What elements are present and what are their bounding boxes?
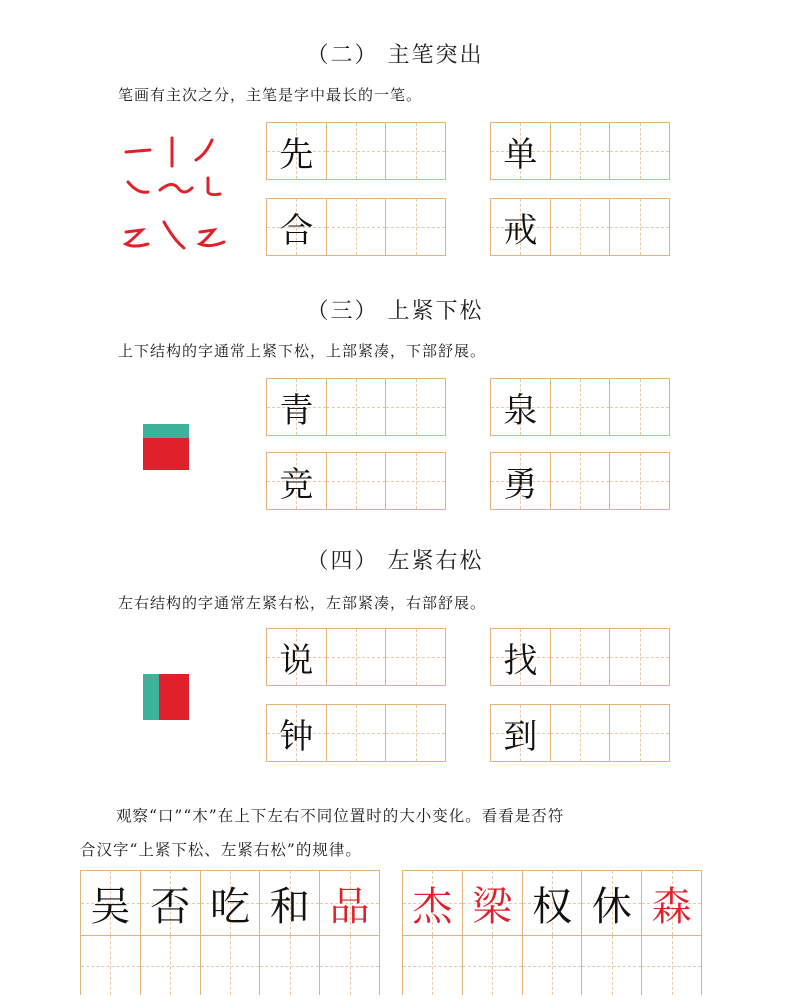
example-character: 竞 [279,464,314,505]
section-title-top-tight: （三） 上紧下松 [306,299,484,324]
example-character: 青 [279,390,314,431]
kou-character-row [80,870,380,936]
observe-line-2: 合汉字“上紧下松、左紧右松”的规律。 [80,841,362,859]
example-character: 泉 [503,390,538,431]
dot-stroke [128,182,148,192]
section-desc-main-stroke: 笔画有主次之分，主笔是字中最长的一笔。 [118,86,423,104]
kou-char-pin: 品 [329,883,370,930]
stroke-samples-illustration [120,130,230,260]
practice-grid-yong [490,452,670,510]
section-desc-left-tight: 左右结构的字通常左紧右松，左部紧凑，右部舒展。 [118,594,487,612]
example-character: 到 [503,716,538,757]
vertical-bend-hook-stroke [208,178,220,195]
mu-char-sen: 森 [651,883,692,930]
kou-char-he: 和 [269,883,310,930]
mu-practice-row [402,935,702,995]
kou-char-fou: 否 [150,883,191,930]
example-character: 单 [503,134,538,175]
practice-grid-qing [266,378,446,436]
mu-char-quan: 权 [531,883,572,930]
practice-grid-xian [266,122,446,180]
mu-character-row [402,870,702,936]
practice-grid-zhong [266,704,446,762]
left-falling-stroke [196,140,212,160]
top-part-block [143,424,189,438]
mu-char-xiu: 休 [591,883,632,930]
bottom-part-block [143,438,189,470]
section-desc-top-tight: 上下结构的字通常上紧下松，上部紧凑，下部舒展。 [118,342,487,360]
practice-grid-jing [266,452,446,510]
kou-char-chi: 吃 [209,883,250,930]
example-character: 钟 [279,716,314,757]
horizontal-stroke [126,150,150,152]
practice-grid-shuo [266,628,446,686]
hook-stroke [200,230,224,246]
observe-line-1: 观察“口”“木”在上下左右不同位置时的大小变化。看看是否符 [116,807,565,825]
mu-char-jie: 杰 [412,883,453,930]
practice-grid-jie [490,198,670,256]
example-character: 合 [279,210,314,251]
section-title-left-tight: （四） 左紧右松 [306,549,484,574]
mu-char-liang: 梁 [472,883,513,930]
practice-grid-dan [490,122,670,180]
example-character: 找 [503,640,538,681]
example-character: 先 [279,134,314,175]
example-character: 勇 [503,464,538,505]
practice-grid-zhao [490,628,670,686]
practice-grid-quan [490,378,670,436]
left-part-block [143,674,159,720]
example-character: 戒 [503,210,538,251]
right-falling-stroke [164,222,184,248]
example-character: 说 [279,640,314,681]
right-part-block [159,674,189,720]
kou-char-wu: 吴 [90,883,131,930]
practice-grid-dao [490,704,670,762]
bend-stroke [160,184,192,192]
kou-practice-row [80,935,380,995]
practice-grid-he [266,198,446,256]
horizontal-turn-stroke [126,230,148,246]
section-title-main-stroke: （二） 主笔突出 [306,43,484,68]
